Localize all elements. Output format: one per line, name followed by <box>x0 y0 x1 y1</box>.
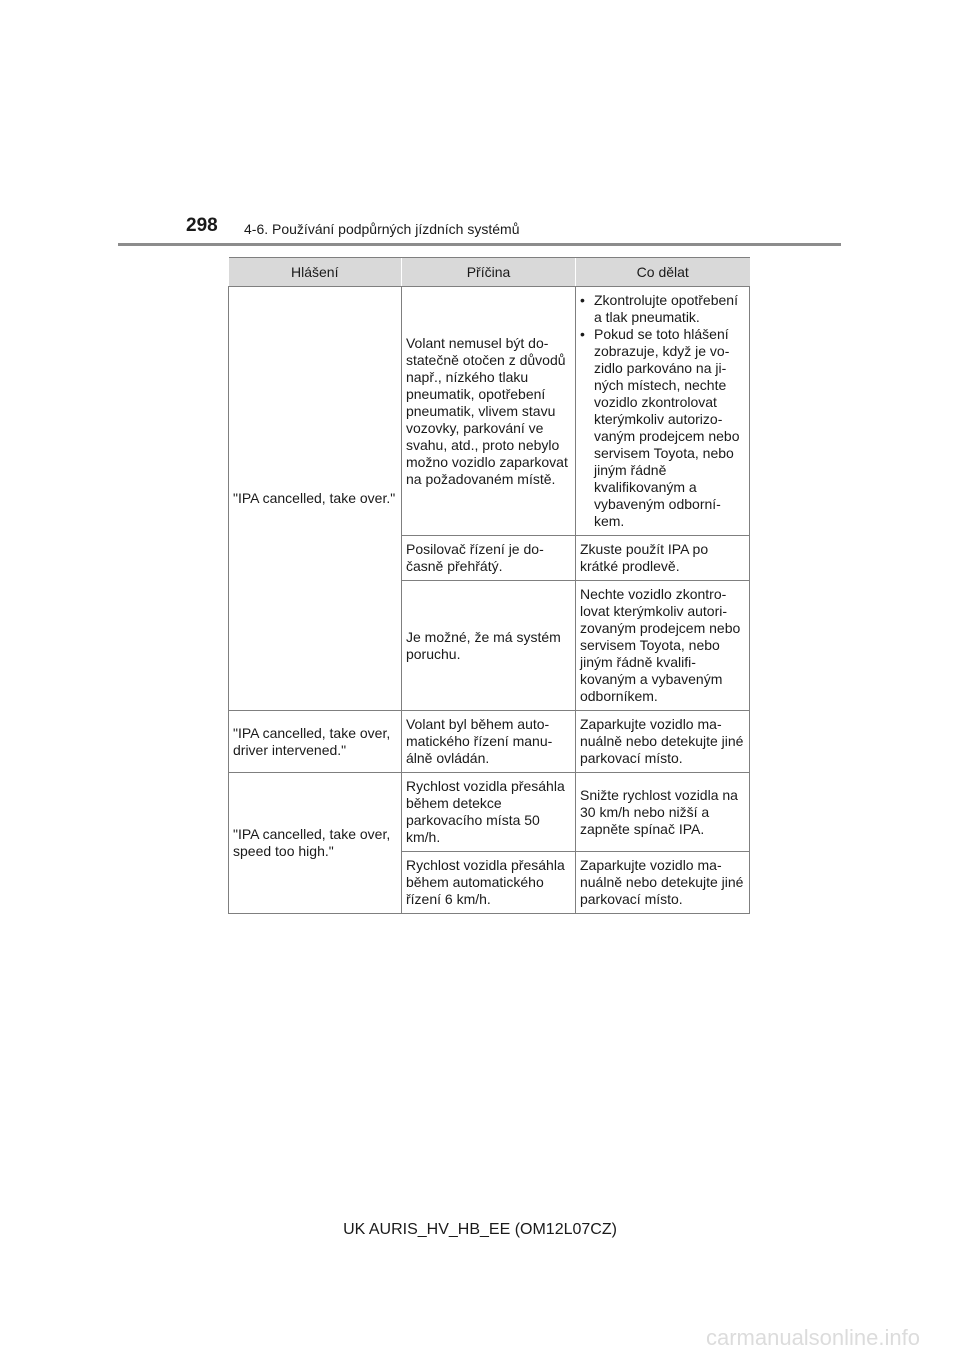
column-header-message: Hlášení <box>229 258 402 287</box>
action-cell <box>575 287 749 536</box>
action-cell: Zaparkujte vozidlo manuálně nebo detekujte jiné parkovací místo. <box>575 852 749 914</box>
table-row <box>229 287 750 536</box>
list-item: • Zkontrolujte opotřebení a tlak pneumatik. <box>580 292 746 326</box>
watermark: carmanualsonline.info <box>705 1325 920 1350</box>
cause-cell: Je možné, že má systém poruchu. <box>401 581 575 711</box>
action-cell: Snižte rychlost vozidla na 30 km/h nebo nižší a zapněte spínač IPA. <box>575 773 749 852</box>
manual-code: UK AURIS_HV_HB_EE (OM12L07CZ) <box>343 1221 617 1238</box>
list-item: • Pokud se toto hlášení zobrazuje, když je vozidlo parkováno na jiných místech, nechte vozidlo zkontrolovat kterýmkoliv autorizovaným prodejcem nebo servisem Toyota, nebo jiným řádně kvalifikovaným a vybaveným odborníkem. <box>580 326 746 530</box>
table-row <box>229 711 750 773</box>
action-cell: Nechte vozidlo zkontrolovat kterýmkoliv autorizovaným prodejcem nebo servisem Toyota, nebo jiným řádně kvalifikovaným a vybaveným odborníkem. <box>575 581 749 711</box>
section-title: 4-6. Používání podpůrných jízdních systémů <box>244 221 520 237</box>
action-cell: Zkuste použít IPA po krátké prodlevě. <box>575 536 749 581</box>
column-header-action: Co dělat <box>575 258 749 287</box>
table-row <box>229 773 750 852</box>
header-divider <box>118 243 841 246</box>
message-cell: "IPA cancelled, take over, speed too high." <box>229 773 402 914</box>
page-number: 298 <box>186 215 218 236</box>
message-cell: "IPA cancelled, take over, driver intervened." <box>229 711 402 773</box>
table-header-row <box>229 258 750 287</box>
cause-cell: Rychlost vozidla přesáhla během automatického řízení 6 km/h. <box>401 852 575 914</box>
action-cell: Zaparkujte vozidlo manuálně nebo detekujte jiné parkovací místo. <box>575 711 749 773</box>
column-header-cause: Příčina <box>401 258 575 287</box>
cause-cell: Volant nemusel být dostatečně otočen z důvodů např., nízkého tlaku pneumatik, opotřebení pneumatik, vlivem stavu vozovky, parkování ve svahu, atd., proto nebylo možno vozidlo zaparkovat na požadovaném místě. <box>401 287 575 536</box>
messages-table <box>228 257 750 914</box>
cause-cell: Posilovač řízení je dočasně přehřátý. <box>401 536 575 581</box>
cause-cell: Volant byl během automatického řízení manuálně ovládán. <box>401 711 575 773</box>
action-bullet-list <box>580 292 746 530</box>
message-cell: "IPA cancelled, take over." <box>229 287 402 711</box>
cause-cell: Rychlost vozidla přesáhla během detekce parkovacího místa 50 km/h. <box>401 773 575 852</box>
